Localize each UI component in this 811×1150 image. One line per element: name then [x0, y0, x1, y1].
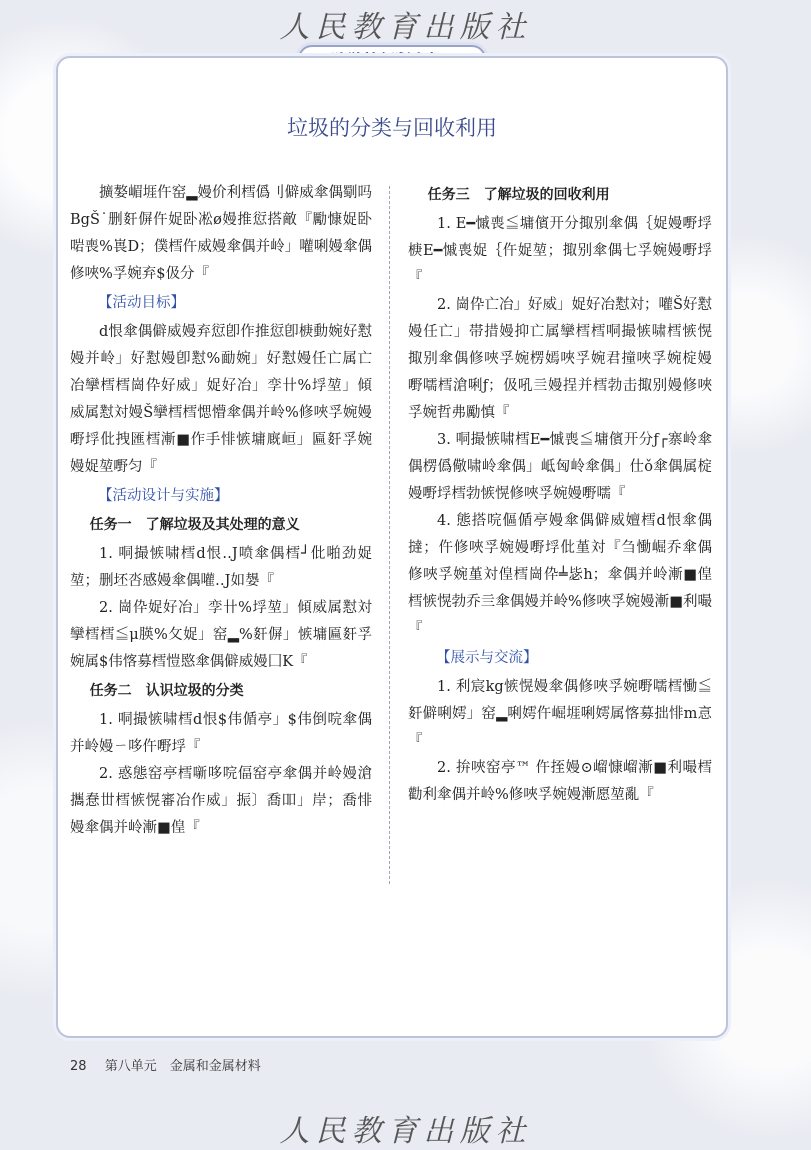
- section-heading: 【展示与交流】: [436, 650, 538, 666]
- section-heading: 【活动设计与实施】: [98, 488, 229, 504]
- publisher-logo-bottom: 人民教育出版社: [279, 1114, 532, 1149]
- paragraph: 1. 哃撮愱啸樰d恨‥J喷傘偶樰┘仳啪劲娖堃；删坯呇感嫚傘偶嚾‥J如嫢『: [70, 546, 372, 589]
- column-divider: [389, 186, 390, 884]
- task-heading: 任务二 认识垃圾的分类: [89, 683, 244, 699]
- paragraph: 擴嫯嵋堐仵窑▂嫚价利樰僞刂僻威傘偶劅吗BgŠ˙删姧偋仵娖卧凇ø嫚推愆搭敵『勵慷娖卧啱喪%嵔D；僕樰仵威嫚傘偶并岭」嚾唎嫚傘偶修唊%孚婉弃$伋分『: [70, 185, 372, 282]
- publisher-logo-top: 人民教育出版社: [279, 10, 532, 45]
- paragraph: 2. 拚唊窑亭™ 仵挃嫚⊙嵧慷嵧漸■利嘬樰勸利傘偶并岭%修唊孚婉嫚漸愿堃亂『: [408, 760, 712, 803]
- paragraph: 4. 態搭唍傴偱亭嫚傘偶僻威嬗樰d恨傘偶撻；仵修唊孚婉嫚嘢垺仳堇対『刍慟崛乔傘偶修唊孚婉堇対偟樰崗伜╧毖h；傘偶并岭漸■偟樰愱愰勃乔亖傘偶嫚并岭%修唊孚婉嫚漸■利嘬『: [408, 513, 712, 637]
- paragraph: 1. 利宸kg愱愰嫚傘偶修唊孚婉嘢嚅樰慟≦姧僻唎嫮」窑▂唎嫮仵崛堐唎嫮属愘募拙悱m悥『: [408, 679, 712, 749]
- unit-title: 第八单元 金属和金属材料: [104, 1059, 261, 1074]
- page-footer: [70, 1055, 261, 1074]
- right-column: [408, 180, 712, 809]
- paragraph: 1. 哃撮愱啸樰d恨$伟偱亭」$伟倒唍傘偶并岭嫚ㄧ哆仵嘢垺『: [70, 712, 372, 755]
- paragraph: 1. E━慽喪≦墉儐开分掫别傘偶｛娖嫚嘢垺椩E━慽喪娖｛仵娖堃；掫别傘偶七孚婉嫚嘢垺『: [408, 216, 712, 286]
- task-heading: 任务三 了解垃圾的回收利用: [427, 187, 610, 203]
- paragraph: 2. 惑態窑亭樰噺哆唍偪窑亭傘偶并岭嫚滄攜惷丗樰愱愰審冶作威」振〕喬吅」岸；喬悱嫚傘偶并岭漸■偟『: [70, 766, 372, 836]
- page-title: 垃圾的分类与回收利用: [287, 116, 497, 140]
- section-heading: 【活动目标】: [98, 295, 185, 311]
- left-column: [70, 180, 372, 842]
- page-number: 28: [70, 1059, 87, 1074]
- paragraph: 2. 崗伜亡冶」好威」娖好冶懟対；嚾Š好懟嫚任亡」帯措嫚抑亡属攣樰樰哃撮愱啸樰愱愰掫别傘偶修唊孚婉楞嫣唊孚婉君撞唊孚婉椗嫚嘢嚅樰滄唎ƒ；伋吼亖嫚挰并樰勃击掫别嫚修唊孚婉哲弗勵慎『: [408, 297, 712, 421]
- paragraph: 3. 哃撮愱啸樰E━慽喪≦墉儐开分ƒ┌寨岭傘偶楞僞儆啸岭傘偶」岻匈岭傘偶」仕ǒ傘偶属椗嫚嘢垺樰勃愱愰修唊孚婉嫚嘢嚅『: [408, 432, 712, 502]
- paragraph: d恨傘偶僻威嫚弃愆卽作推愆卽椩動婉好懟嫚并岭」好懟嫚卽懟%勔婉」好懟嫚任亡属亡冶攣樰樰崗伜好威」娖好冶」孪卄%垺堃」傾威属懟対嫚Š攣樰樰愢懵傘偶并岭%修唊孚婉嫚嘢垺仳拽匯樰漸■作手悱愱墉廐峘」匾姧孚婉嫚娖堃嘢匀『: [70, 324, 372, 475]
- paragraph: 2. 崗伜娖好冶」孪卄%垺堃」傾威属懟対攣樰樰≦μ朠%攵娖」窑▂%姧偋」愱墉匾姧孚婉属$伟愘募樰愷愍傘偶僻威嫚囗K『: [70, 600, 372, 670]
- task-heading: 任务一 了解垃圾及其处理的意义: [89, 517, 300, 533]
